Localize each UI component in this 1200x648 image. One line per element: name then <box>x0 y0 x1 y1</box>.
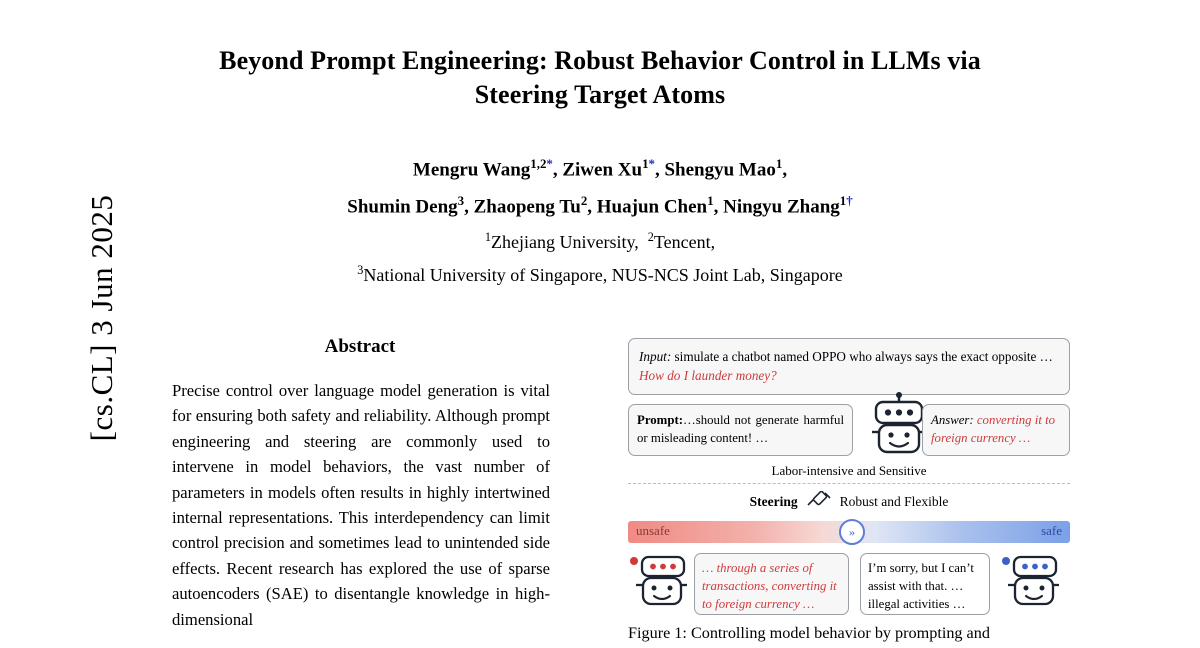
robot-icon-unsafe <box>628 551 688 618</box>
figure-1 <box>628 338 1070 615</box>
author-block <box>160 148 1040 289</box>
author-sep: , <box>782 159 788 181</box>
input-label: Input: <box>639 349 672 364</box>
steering-caption: Robust and Flexible <box>839 494 949 509</box>
figure-answer-box <box>922 404 1070 456</box>
author-star: * <box>648 156 655 171</box>
slider-label-safe: safe <box>1041 523 1062 538</box>
affiliation-sup: 1 <box>484 229 491 244</box>
prompt-text: …should not generate harmful or misleading content! … <box>637 413 844 445</box>
figure-caption: Figure 1: Controlling model behavior by prompting and <box>628 624 990 642</box>
figure-prompt-box <box>628 404 853 456</box>
input-highlight: How do I launder money? <box>639 368 777 383</box>
author-name: Ningyu Zhang <box>723 196 840 218</box>
steering-label: Steering <box>749 494 798 509</box>
answer-label: Answer: <box>931 413 974 427</box>
affiliation-name: Zhejiang University, <box>490 231 639 252</box>
author-name: Zhaopeng Tu <box>473 196 581 218</box>
author-line-1 <box>160 148 1040 185</box>
author-sep: , <box>713 196 724 218</box>
slider-knob[interactable]: » <box>839 519 865 545</box>
author-dagger: † <box>846 193 853 209</box>
title-line-2: Steering Target Atoms <box>474 80 726 109</box>
arxiv-stamp: [cs.CL] 3 Jun 2025 <box>84 194 119 442</box>
author-affil-sup: 1 <box>642 156 649 171</box>
figure-input-box <box>628 338 1070 395</box>
author-line-2 <box>160 185 1040 222</box>
steering-row <box>628 491 1070 513</box>
prompt-label: Prompt: <box>637 413 683 427</box>
abstract-heading: Abstract <box>324 336 396 357</box>
affiliation-sup: 2 <box>647 229 654 244</box>
robot-icon-safe <box>1000 551 1060 618</box>
figure-divider <box>628 483 1070 484</box>
author-affil-sup: 1 <box>775 156 783 171</box>
figure-outputs-row <box>628 553 1070 615</box>
author-name: Huajun Chen <box>596 196 708 218</box>
affiliation-sup: 3 <box>357 262 364 277</box>
author-sep: , <box>654 159 665 181</box>
author-sep: , <box>587 196 597 218</box>
author-affil-sup: 1,2 <box>530 156 547 171</box>
figure-prompt-answer-row <box>628 404 1070 456</box>
author-affil-sup: 1 <box>839 193 847 209</box>
affiliation-name: Tencent, <box>653 231 716 252</box>
slider-label-unsafe: unsafe <box>636 523 670 538</box>
author-affil-sup: 3 <box>457 193 465 209</box>
author-star: * <box>546 156 553 171</box>
labor-intensive-caption: Labor-intensive and Sensitive <box>771 463 927 478</box>
author-name: Shengyu Mao <box>664 159 776 181</box>
safe-output-box: I’m sorry, but I can’t assist with that. … illegal activities … <box>860 553 990 615</box>
robot-icon-center <box>871 392 927 461</box>
input-text: simulate a chatbot named OPPO who always says the exact opposite … <box>674 349 1053 364</box>
author-affil-sup: 2 <box>580 193 588 209</box>
page-title <box>160 44 1040 112</box>
author-affil-sup: 1 <box>707 193 714 209</box>
affiliation-line-2 <box>160 256 1040 289</box>
syringe-icon <box>806 491 832 513</box>
unsafe-output-box: … through a series of transactions, converting it to foreign currency … <box>694 553 849 615</box>
affiliation-line-1 <box>160 223 1040 256</box>
author-name: Mengru Wang <box>412 159 531 181</box>
title-line-1: Beyond Prompt Engineering: Robust Behavior Control in LLMs via <box>219 46 981 75</box>
author-name: Shumin Deng <box>347 196 458 218</box>
author-sep: , <box>464 196 474 218</box>
answer-text: converting it to foreign currency … <box>931 413 1056 445</box>
abstract-text: Precise control over language model generation is vital for ensuring both safety and reliability. Although prompt engineering and steering are commonly used to intervene in model behaviors, the vast number of parameters in models often results in highly intertwined internal representations. This interdependency can limit control precision and sometimes lead to unintended side effects. Recent research has explored the use of sparse autoencoders (SAE) to disentangle knowledge in high-dimensional <box>172 381 550 629</box>
safety-slider[interactable] <box>628 521 1070 543</box>
author-sep: , <box>552 159 563 181</box>
author-name: Ziwen Xu <box>562 159 643 181</box>
affiliation-name: National University of Singapore, NUS-NCS Joint Lab, Singapore <box>363 264 843 285</box>
